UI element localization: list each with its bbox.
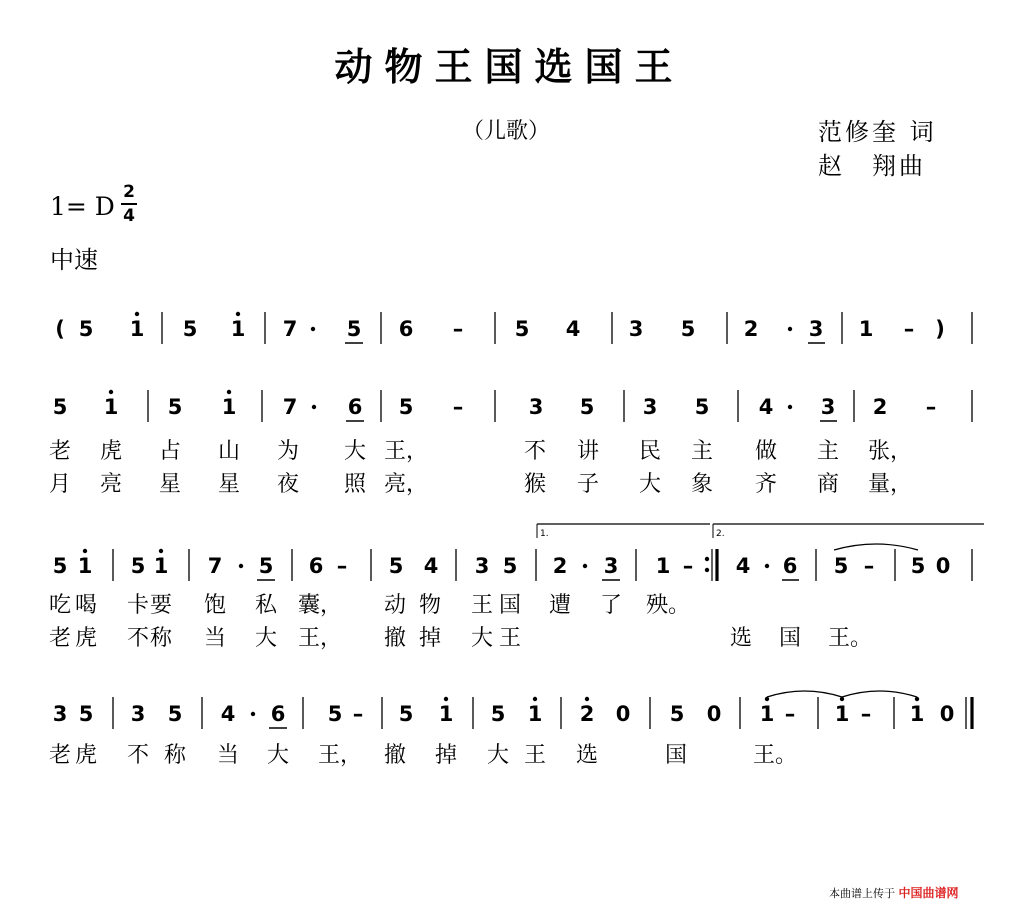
line2-lyric-v1-char: 老 [48, 439, 72, 464]
line3-lyric-v1-char: 国 [498, 593, 522, 618]
line3-lyric-v1-char: 殃。 [645, 593, 691, 618]
line3-note: – [863, 554, 875, 578]
line2-lyric-v2-char: 猴 [523, 472, 547, 497]
line2-lyric-v2-char: 月 [48, 472, 72, 497]
line4-note: 3 [52, 702, 68, 726]
line2-lyric-v2-char: 照 [343, 472, 367, 497]
line4-note: 5 [490, 702, 506, 726]
line2-lyric-v2-char: 夜 [276, 472, 300, 497]
line3-lyric-v1-char: 要 [149, 593, 173, 618]
line3-note: 5 [833, 554, 849, 578]
line2-lyric-v2-char: 象 [690, 472, 714, 497]
line2-lyric-v1-char: 主 [816, 439, 840, 464]
line2-lyric-v2-char: 星 [158, 472, 182, 497]
line3-lyric-v2-char: 不 [126, 626, 150, 651]
line2-lyric-v2-char: 量， [867, 472, 913, 497]
line2-lyric-v1-char: 为 [276, 439, 300, 464]
line3-lyric-v2-char: 大 [254, 626, 278, 651]
line2-note: 5 [579, 395, 595, 419]
line4-note: 4 [220, 702, 236, 726]
line4-lyric-char: 大 [266, 743, 290, 768]
intro-note: 2 [743, 317, 759, 341]
intro-octave-dot [236, 312, 240, 316]
line3-lyric-v2-char: 王。 [827, 626, 873, 651]
line4-note: 0 [939, 702, 955, 726]
line3-lyric-v1-char: 王 [470, 593, 494, 618]
line2-note: 4 [758, 395, 774, 419]
lyricist-credit: 范修奎 词 [818, 118, 937, 146]
line4-note: 1 [759, 702, 775, 726]
line3-note: – [682, 554, 694, 578]
intro-note: 5 [514, 317, 530, 341]
line4-lyric-char: 掉 [434, 743, 458, 768]
line4-octave-dot [765, 697, 769, 701]
line4-lyric-char: 不 [126, 743, 150, 768]
intro-note: – [452, 317, 464, 341]
line2-lyric-v1-char: 山 [217, 439, 241, 464]
line3-note: 5 [388, 554, 404, 578]
line2-lyric-v1-char: 不 [523, 439, 547, 464]
line3-lyric-v1-char: 卡 [126, 593, 150, 618]
intro-note: 1 [858, 317, 874, 341]
line3-note: 1 [655, 554, 671, 578]
line4-note: 0 [615, 702, 631, 726]
line4-lyric-char: 大 [486, 743, 510, 768]
line2-aug-dot [788, 405, 792, 409]
line3-aug-dot [583, 564, 587, 568]
line2-lyric-v1-char: 张， [867, 439, 913, 464]
line2-note: 2 [872, 395, 888, 419]
line2-octave-dot [109, 390, 113, 394]
line2-lyric-v2-char: 商 [816, 472, 840, 497]
line4-lyric-char: 选 [575, 743, 599, 768]
line4-note: 1 [834, 702, 850, 726]
line4-lyric-char: 王， [317, 743, 363, 768]
line4-note: – [352, 702, 364, 726]
line2-lyric-v2-char: 齐 [754, 472, 778, 497]
line3-octave-dot [159, 549, 163, 553]
line3-lyric-v1-char: 喝 [74, 593, 98, 618]
intro-note: 5 [346, 317, 362, 341]
line4-note: 6 [270, 702, 286, 726]
line3-lyric-v2-char: 王， [297, 626, 343, 651]
line3-note: 3 [603, 554, 619, 578]
line3-lyric-v1-char: 遭 [548, 593, 572, 618]
line4-lyric-char: 撤 [383, 743, 407, 768]
line2-note: 3 [528, 395, 544, 419]
line4-note: 3 [130, 702, 146, 726]
line4-lyric-char: 当 [216, 743, 240, 768]
line3-note: 5 [502, 554, 518, 578]
line4-lyric-char: 称 [163, 743, 187, 768]
time-denominator: 4 [123, 206, 135, 226]
line4-note: – [784, 702, 796, 726]
footer-site-logo: 中国曲谱网 [898, 886, 959, 900]
line2-lyric-v1-char: 王， [383, 439, 429, 464]
page-title: 动物王国选国王 [334, 44, 685, 89]
line2-lyric-v2-char: 星 [217, 472, 241, 497]
line3-aug-dot [239, 564, 243, 568]
line4-note: 5 [327, 702, 343, 726]
line3-note: 1 [77, 554, 93, 578]
line3-lyric-v2-char: 王 [498, 626, 522, 651]
line3-lyric-v2-char: 当 [203, 626, 227, 651]
line4-note: – [860, 702, 872, 726]
line2-lyric-v2-char: 大 [638, 472, 662, 497]
line3-note: 5 [258, 554, 274, 578]
line3-octave-dot [83, 549, 87, 553]
volta-2-label: 2. [716, 529, 725, 539]
line4-octave-dot [915, 697, 919, 701]
line3-note: 5 [910, 554, 926, 578]
intro-note: – [903, 317, 915, 341]
line4-lyric-char: 国 [664, 743, 688, 768]
intro-aug-dot [788, 327, 792, 331]
line4-note: 5 [78, 702, 94, 726]
line2-note: 5 [694, 395, 710, 419]
line2-lyric-v2-char: 亮 [99, 472, 123, 497]
line2-note: 1 [221, 395, 237, 419]
footer-text: 本曲谱上传于 [829, 887, 895, 900]
line3-note: 5 [52, 554, 68, 578]
line2-note: 6 [347, 395, 363, 419]
line4-note: 2 [579, 702, 595, 726]
volta-1-label: 1. [540, 529, 549, 539]
line3-note: 4 [735, 554, 751, 578]
line2-note: – [925, 395, 937, 419]
line4-tie [842, 691, 917, 697]
line4-lyric-char: 王。 [752, 743, 798, 768]
intro-note: 6 [398, 317, 414, 341]
line3-lyric-v2-char: 撤 [383, 626, 407, 651]
line3-lyric-v1-char: 动 [383, 593, 407, 618]
line2-note: 1 [103, 395, 119, 419]
intro-note: 5 [182, 317, 198, 341]
line2-lyric-v1-char: 民 [638, 439, 662, 464]
line3-note: 6 [782, 554, 798, 578]
line3-note: 3 [474, 554, 490, 578]
key-signature: 1= D [50, 192, 115, 221]
footer [829, 884, 959, 901]
line3-lyric-v2-char: 虎 [74, 626, 98, 651]
intro-aug-dot [311, 327, 315, 331]
tempo-marking: 中速 [50, 246, 98, 274]
intro-note: 5 [680, 317, 696, 341]
line2-lyric-v1-char: 占 [158, 439, 182, 464]
intro-note: 7 [282, 317, 298, 341]
line2-aug-dot [312, 405, 316, 409]
line4-note: 5 [167, 702, 183, 726]
line4-octave-dot [585, 697, 589, 701]
line2-note: 3 [642, 395, 658, 419]
line3-note: 4 [423, 554, 439, 578]
line3-lyric-v1-char: 了 [599, 593, 623, 618]
line3-aug-dot [765, 564, 769, 568]
time-numerator: 2 [123, 182, 135, 202]
line3-lyric-v2-char: 老 [48, 626, 72, 651]
line4-note: 5 [398, 702, 414, 726]
line4-lyric-char: 老 [48, 743, 72, 768]
line3-lyric-v1-char: 吃 [48, 593, 72, 618]
line2-lyric-v1-char: 主 [690, 439, 714, 464]
line3-note: 7 [207, 554, 223, 578]
line3-lyric-v2-char: 国 [778, 626, 802, 651]
line4-note: 1 [438, 702, 454, 726]
intro-paren: ( [55, 317, 65, 341]
line3-tie [834, 544, 918, 550]
line3-lyric-v2-char: 掉 [418, 626, 442, 651]
line3-lyric-v1-char: 私 [254, 593, 278, 618]
line4-note: 5 [669, 702, 685, 726]
intro-note: 4 [565, 317, 581, 341]
line2-lyric-v2-char: 亮， [383, 472, 429, 497]
line4-octave-dot [840, 697, 844, 701]
intro-paren: ) [935, 317, 945, 341]
line2-note: 7 [282, 395, 298, 419]
line4-note: 0 [706, 702, 722, 726]
line2-lyric-v1-char: 讲 [576, 439, 600, 464]
line3-note: 2 [552, 554, 568, 578]
intro-octave-dot [135, 312, 139, 316]
genre-label: （儿歌） [462, 119, 551, 144]
line2-note: 5 [167, 395, 183, 419]
line2-note: 5 [52, 395, 68, 419]
line2-note: 3 [820, 395, 836, 419]
line3-repeat-dot [705, 557, 709, 561]
line3-lyric-v1-char: 饱 [203, 593, 227, 618]
line3-repeat-dot [705, 568, 709, 572]
line4-note: 1 [909, 702, 925, 726]
composer-credit: 赵 翔曲 [818, 152, 926, 180]
line3-note: 1 [153, 554, 169, 578]
line2-lyric-v1-char: 做 [754, 439, 778, 464]
line4-lyric-char: 虎 [74, 743, 98, 768]
intro-note: 5 [78, 317, 94, 341]
line3-note: 0 [935, 554, 951, 578]
line3-lyric-v1-char: 物 [418, 593, 442, 618]
line2-note: 5 [398, 395, 414, 419]
line3-lyric-v2-char: 选 [729, 626, 753, 651]
line3-note: 6 [308, 554, 324, 578]
intro-note: 1 [129, 317, 145, 341]
line3-lyric-v2-char: 称 [149, 626, 173, 651]
line4-note: 1 [527, 702, 543, 726]
line3-note: – [336, 554, 348, 578]
line4-aug-dot [251, 712, 255, 716]
line3-lyric-v1-char: 囊， [297, 593, 343, 618]
line3-note: 5 [130, 554, 146, 578]
line2-note: – [452, 395, 464, 419]
intro-note: 3 [628, 317, 644, 341]
line2-lyric-v1-char: 虎 [99, 439, 123, 464]
line3-lyric-v2-char: 大 [470, 626, 494, 651]
intro-note: 3 [808, 317, 824, 341]
line4-tie [767, 691, 842, 697]
intro-note: 1 [230, 317, 246, 341]
line4-octave-dot [533, 697, 537, 701]
line4-lyric-char: 王 [523, 743, 547, 768]
line2-lyric-v2-char: 子 [576, 472, 600, 497]
line2-lyric-v1-char: 大 [343, 439, 367, 464]
line2-octave-dot [227, 390, 231, 394]
line4-octave-dot [444, 697, 448, 701]
